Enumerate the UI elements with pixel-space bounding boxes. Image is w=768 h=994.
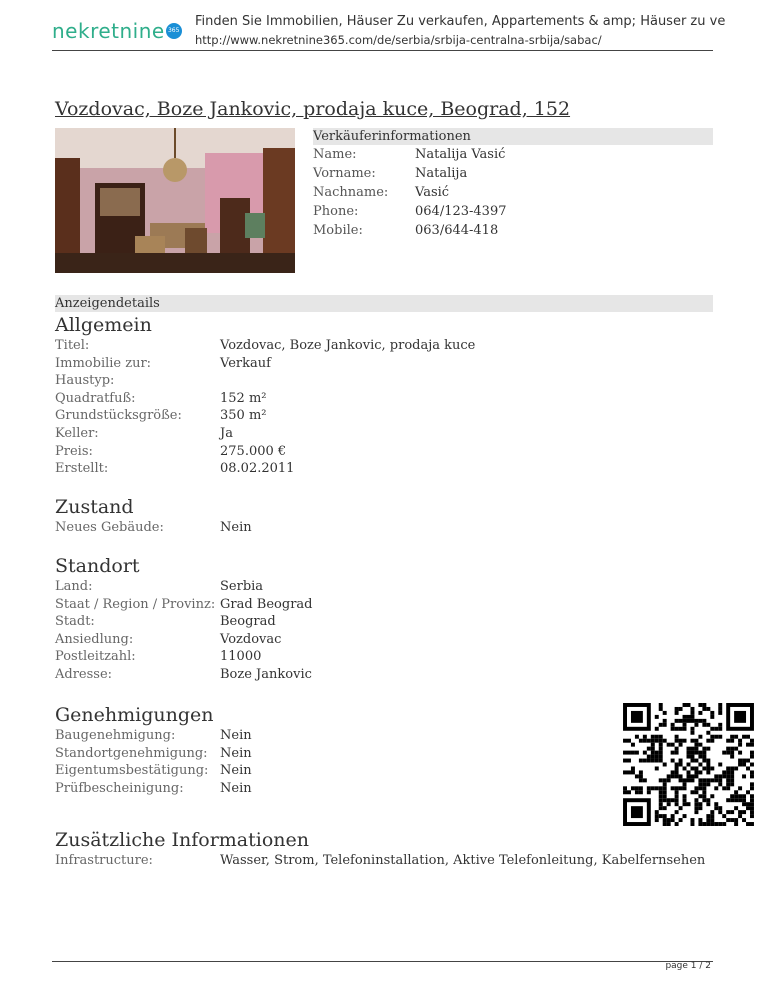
detail-row (55, 852, 715, 870)
seller-value: 063/644-418 (415, 223, 499, 238)
detail-label: Staat / Region / Provinz: (55, 596, 216, 612)
detail-value: Vozdovac (220, 631, 282, 647)
section-title: Genehmigungen (55, 704, 214, 726)
detail-row (55, 425, 715, 443)
detail-row (55, 519, 715, 537)
detail-value: Grad Beograd (220, 596, 313, 612)
detail-row (55, 745, 715, 763)
seller-value: 064/123-4397 (415, 204, 507, 219)
detail-label: Preis: (55, 443, 93, 459)
detail-row (55, 443, 715, 461)
detail-label: Immobilie zur: (55, 355, 152, 371)
seller-value: Natalija (415, 166, 468, 181)
detail-label: Titel: (55, 338, 90, 353)
detail-value: Nein (220, 780, 252, 796)
detail-value: Nein (220, 763, 252, 779)
section-title: Zusätzliche Informationen (55, 829, 309, 851)
detail-value: Wasser, Strom, Telefoninstallation, Aktive Telefonleitung, Kabelfernsehen (220, 853, 706, 868)
detail-label: Eigentumsbestätigung: (55, 763, 209, 779)
section-title: Allgemein (55, 314, 152, 336)
detail-label: Postleitzahl: (55, 649, 136, 665)
detail-label: Neues Gebäude: (55, 520, 164, 535)
detail-label: Haustyp: (55, 373, 115, 389)
seller-value: Natalija Vasić (415, 147, 506, 162)
detail-value: Serbia (220, 579, 264, 594)
detail-label: Ansiedlung: (55, 631, 134, 647)
detail-value: 11000 (220, 649, 262, 665)
detail-row (55, 372, 715, 390)
detail-value: Vozdovac, Boze Jankovic, prodaja kuce (220, 338, 476, 353)
detail-row (55, 666, 715, 684)
footer-divider (52, 961, 713, 962)
detail-row (55, 613, 715, 631)
detail-row (55, 631, 715, 649)
detail-label: Stadt: (55, 614, 95, 630)
detail-label: Quadratfuß: (55, 390, 136, 406)
detail-value: Verkauf (220, 355, 271, 371)
section-title: Standort (55, 555, 140, 577)
seller-label: Nachname: (313, 185, 389, 200)
detail-row (55, 727, 715, 745)
site-title: Finden Sie Immobilien, Häuser Zu verkaufen, Appartements & amp; Häuser zu ve (195, 14, 726, 29)
seller-row (313, 183, 713, 202)
detail-label: Baugenehmigung: (55, 728, 176, 743)
detail-label: Infrastructure: (55, 853, 153, 868)
section-allgemein (55, 313, 715, 478)
section-genehmigungen (55, 703, 715, 797)
detail-row (55, 390, 715, 408)
detail-label: Erstellt: (55, 461, 109, 477)
qr-code-icon (623, 703, 754, 826)
detail-value: Boze Jankovic (220, 666, 312, 682)
detail-label: Adresse: (55, 666, 113, 682)
site-logo[interactable] (52, 16, 182, 46)
seller-info (313, 128, 713, 240)
detail-value: Nein (220, 520, 252, 535)
seller-row (313, 164, 713, 183)
seller-row (313, 145, 713, 164)
logo-badge-icon: 365 (166, 23, 182, 39)
seller-value: Vasić (415, 185, 450, 200)
detail-value: 275.000 € (220, 443, 287, 459)
section-zusatz (55, 828, 715, 870)
seller-row (313, 202, 713, 221)
detail-row (55, 407, 715, 425)
details-heading: Anzeigendetails (55, 295, 713, 312)
seller-label: Vorname: (313, 166, 376, 181)
detail-value: Nein (220, 745, 252, 761)
detail-label: Grundstücksgröße: (55, 408, 182, 424)
page-number: page 1 / 2 (665, 961, 711, 971)
section-title: Zustand (55, 496, 134, 518)
detail-row (55, 780, 715, 798)
detail-value: 08.02.2011 (220, 461, 295, 477)
detail-row (55, 355, 715, 373)
logo-text: nekretnine (52, 19, 165, 43)
page-header (52, 10, 726, 51)
detail-label: Prüfbescheinigung: (55, 780, 184, 796)
detail-row (55, 460, 715, 478)
detail-label: Standortgenehmigung: (55, 745, 208, 761)
section-zustand (55, 495, 715, 537)
detail-row (55, 762, 715, 780)
detail-value: Beograd (220, 614, 276, 630)
detail-row (55, 648, 715, 666)
detail-label: Keller: (55, 425, 99, 441)
seller-heading: Verkäuferinformationen (313, 128, 713, 145)
listing-title[interactable]: Vozdovac, Boze Jankovic, prodaja kuce, Beograd, 152 (55, 98, 571, 120)
section-standort (55, 554, 715, 684)
site-url[interactable]: http://www.nekretnine365.com/de/serbia/srbija-centralna-srbija/sabac/ (195, 33, 602, 47)
seller-label: Name: (313, 147, 357, 162)
detail-value: Ja (220, 425, 233, 441)
detail-row (55, 337, 715, 355)
detail-value: 152 m² (220, 390, 267, 406)
seller-label: Mobile: (313, 223, 363, 238)
detail-value: 350 m² (220, 408, 267, 424)
detail-row (55, 578, 715, 596)
seller-row (313, 221, 713, 240)
seller-label: Phone: (313, 204, 359, 219)
detail-row (55, 596, 715, 614)
property-photo (55, 128, 295, 273)
detail-label: Land: (55, 579, 93, 594)
detail-value: Nein (220, 728, 252, 743)
